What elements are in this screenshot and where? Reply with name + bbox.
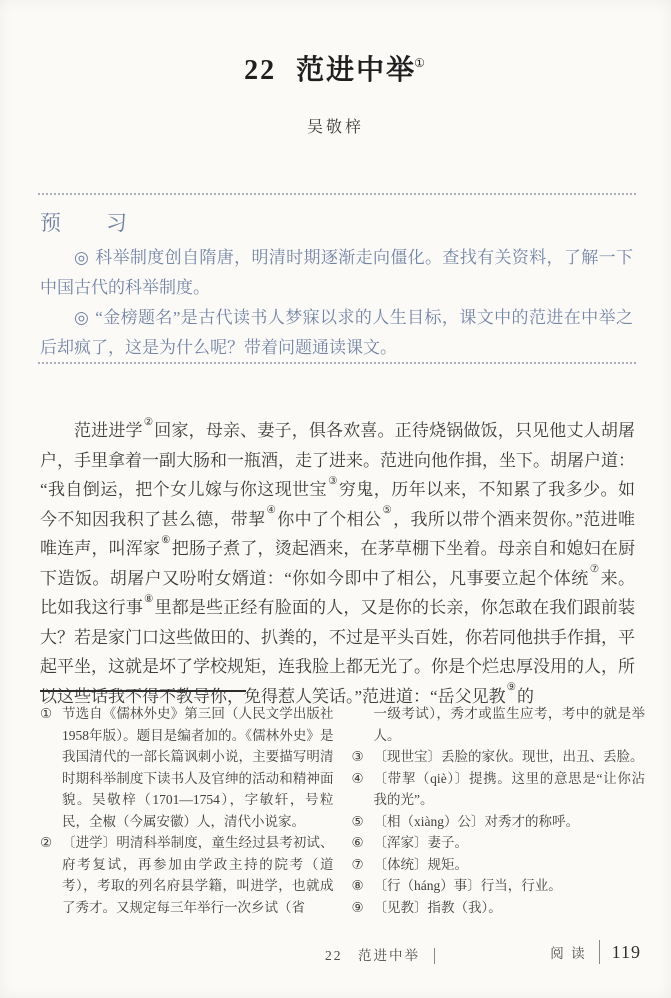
dotted-divider-bottom (38, 362, 636, 364)
footer-right-group (550, 940, 641, 964)
footnote-item (352, 897, 646, 919)
footer-lesson-label (325, 944, 435, 964)
footer-divider (434, 948, 435, 964)
chapter-header (0, 48, 671, 137)
footnote-marker: ① (40, 706, 53, 721)
footer-section-label: 阅 读 (550, 946, 587, 961)
preview-item-text: “金榜题名”是古代读书人梦寐以求的人生目标，课文中的范进在中举之后却疯了，这是为什么呢？带着问题通读课文。 (40, 308, 633, 357)
footnote-text: 〔浑家〕妻子。 (373, 835, 468, 850)
page-footer (0, 940, 671, 970)
footer-divider (599, 940, 600, 964)
footnote-item (40, 832, 334, 918)
footnote-text: 〔带挈（qiè）〕提携。这里的意思是“让你沾我的光”。 (373, 770, 645, 807)
preview-item (40, 303, 633, 363)
footnote-text: 节选自《儒林外史》第三回（人民文学出版社1958年版）。题目是编者加的。《儒林外史》是我国清代的一部长篇讽刺小说，主要描写明清时期科举制度下读书人及官绅的活动和精神面貌。吴敬梓（1701—1754），字敏轩，号粒民，全椒（今属安徽）人，清代小说家。 (62, 706, 334, 829)
preview-item (40, 243, 633, 303)
footnote-item (352, 746, 646, 768)
footnote-marker: ③ (351, 749, 364, 764)
footnote-text: 〔现世宝〕丢脸的家伙。现世，出丑、丢脸。 (373, 749, 644, 764)
footnote-item (352, 875, 646, 897)
footnote-item (352, 854, 646, 876)
body-text (40, 416, 635, 711)
lesson-title: 范进中举① (296, 55, 425, 86)
ring-bullet-icon: ◎ (74, 308, 90, 327)
footnote-column-left (40, 703, 334, 918)
footer-lesson-text: 22 范进中举 (325, 948, 420, 963)
footnote-text: 〔相（xiàng）公〕对秀才的称呼。 (373, 813, 579, 829)
paragraph: 范进进学②回家，母亲、妻子，俱各欢喜。正待烧锅做饭，只见他丈人胡屠户，手里拿着一副大肠和一瓶酒，走了进来。范进向他作揖，坐下。胡屠户道：“我自倒运，把个女儿嫁与你这现世宝③穷鬼，历年以来，不知累了我多少。如今不知因我积了甚么德，带挈④你中了个相公⑤，我所以带个酒来贺你。”范进唯唯连声，叫浑家⑥把肠子煮了，烫起酒来，在茅草棚下坐着。母亲自和媳妇在厨下造饭。胡屠户又吩咐女婿道：“你如今即中了相公，凡事要立起个体统⑦来。比如我这行事⑧里都是些正经有脸面的人，又是你的长亲，你怎敢在我们跟前装大？若是家门口这些做田的、扒粪的，不过是平头百姓，你若同他拱手作揖，平起平坐，这就是坏了学校规矩，连我脸上都无光了。你是个烂忠厚没用的人，所以这些话我不得不教导你，免得惹人笑话。”范进道：“岳父见教⑨的 (40, 416, 636, 706)
footnote-divider (40, 690, 246, 692)
footnote-text: 〔进学〕明清科举制度，童生经过县考初试、府考复试，再参加由学政主持的院考（道考），考取的列名府县学籍，叫进学，也就成了秀才。又规定每三年举行一次乡试（省 (62, 835, 334, 915)
preview-section (40, 207, 633, 363)
preview-item-text: 科举制度创自隋唐，明清时期逐渐走向僵化。查找有关资料，了解一下中国古代的科举制度。 (40, 248, 633, 297)
footnote-marker: ⑥ (351, 835, 364, 850)
footnote-item (352, 832, 646, 854)
footnote-item (40, 703, 334, 832)
title-footnote-ref: ① (414, 56, 425, 70)
footnote-item-continuation (352, 703, 646, 746)
lesson-number: 22 (244, 55, 277, 86)
footer-page-number: 119 (611, 941, 641, 962)
footnote-text: 〔行（háng）事〕行当，行业。 (373, 878, 562, 893)
footnote-marker: ④ (351, 770, 364, 786)
footnote-marker: ② (40, 835, 53, 850)
footnote-column-right (352, 703, 646, 918)
footnote-marker: ⑧ (351, 878, 364, 893)
footnote-text: 〔见教〕指教（我）。 (373, 899, 502, 915)
dotted-divider-top (38, 193, 636, 195)
footnotes (40, 703, 645, 918)
footnote-text: 一级考试），秀才或监生应考，考中的就是举人。 (373, 706, 645, 743)
footnote-marker: ⑨ (351, 899, 364, 915)
footnote-item (352, 811, 646, 833)
footnote-marker: ⑦ (351, 856, 364, 872)
footnote-item (352, 768, 646, 811)
preview-heading: 预 习 (40, 211, 139, 235)
footnote-marker: ⑤ (351, 813, 364, 829)
ring-bullet-icon: ◎ (74, 248, 90, 267)
page-title (0, 48, 671, 88)
footnote-text: 〔体统〕规矩。 (373, 856, 468, 872)
author-name: 吴敬梓 (306, 119, 364, 136)
